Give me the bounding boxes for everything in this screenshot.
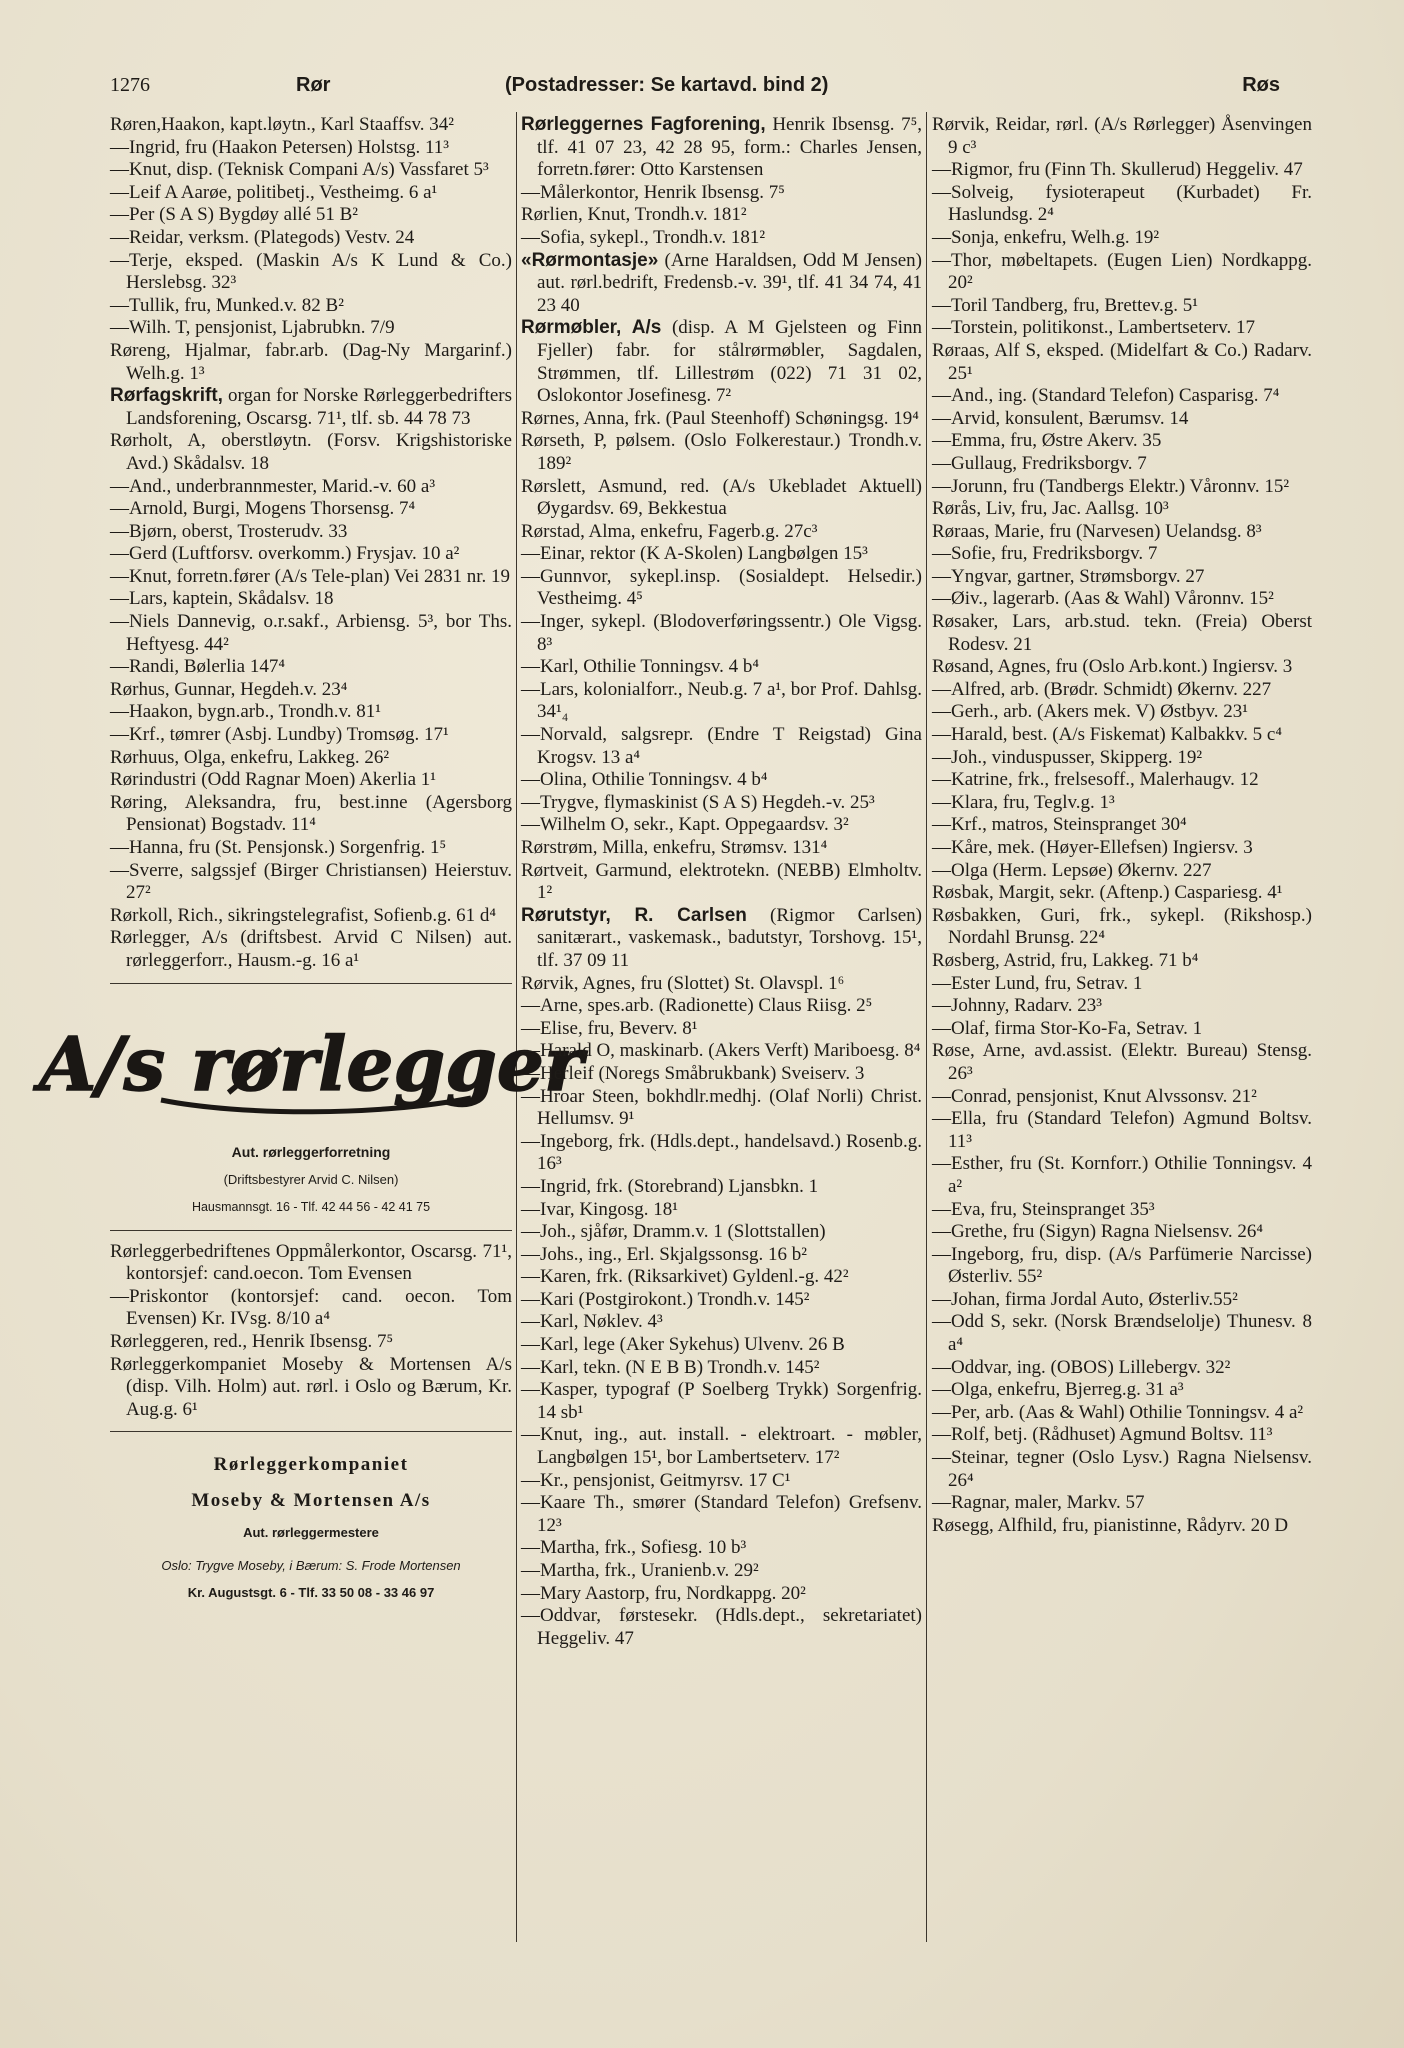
entry-text: —Oddvar, ing. (OBOS) Lillebergv. 32² (932, 1356, 1231, 1378)
entry-text: Rørleggeren, red., Henrik Ibsensg. 7⁵ (110, 1330, 394, 1352)
directory-entry (521, 521, 922, 544)
entry-text: —Olga (Herm. Lepsøe) Økernv. 227 (932, 859, 1212, 881)
entry-text: —Harald O, maskinarb. (Akers Verft) Mariboesg. 8⁴ (521, 1040, 921, 1062)
directory-entry (110, 295, 512, 318)
directory-entry (932, 1018, 1312, 1041)
entry-text: Rørås, Liv, fru, Jac. Aallsg. 10³ (932, 498, 1169, 520)
entry-name-bold: Rørutstyr, R. Carlsen (521, 904, 747, 926)
entry-text: Rørindustri (Odd Ragnar Moen) Akerlia 1¹ (110, 769, 436, 791)
page-number: 1276 (110, 74, 150, 96)
entry-text: —Esther, fru (St. Kornforr.) Othilie Tonningsv. 4 a² (932, 1153, 1312, 1197)
entry-text: —Joh., vinduspusser, Skipperg. 19² (932, 746, 1203, 768)
entry-text: —Per (S A S) Bygdøy allé 51 B² (110, 204, 358, 226)
entry-text: —Knut, disp. (Teknisk Compani A/s) Vassfaret 5³ (110, 159, 489, 181)
entry-text: Rørholt, A, oberstløytn. (Forsv. Krigshistoriske Avd.) Skådalsv. 18 (110, 430, 512, 474)
directory-entry (110, 385, 512, 430)
entry-text: —Martha, frk., Sofiesg. 10 b³ (521, 1537, 747, 1559)
entry-text: Rørleggerbedriftenes Oppmålerkontor, Oscarsg. 71¹, kontorsjef: cand.oecon. Tom Evensen (110, 1240, 512, 1285)
directory-entry (932, 769, 1312, 792)
ad-title: Moseby & Mortensen A/s (191, 1490, 431, 1512)
directory-entry (932, 973, 1312, 996)
entry-text: —Katrine, frk., frelsesoff., Malerhaugv. 12 (932, 769, 1259, 791)
entry-text: —Oddvar, førstesekr. (Hdls.dept., sekretariatet) Heggeliv. 47 (521, 1605, 922, 1649)
directory-entry (110, 656, 512, 679)
running-head-center: (Postadresser: Se kartavd. bind 2) (505, 74, 829, 96)
directory-entry (932, 588, 1312, 611)
entry-text: Henrik Ibsensg. 7⁵, tlf. 41 07 23, 42 28 95, form.: Charles Jensen, forretn.fører: Otto Karstensen (537, 114, 922, 181)
entry-text: —Alfred, arb. (Brødr. Schmidt) Økernv. 227 (932, 678, 1272, 700)
directory-entry (932, 295, 1312, 318)
entry-text: —Grethe, fru (Sigyn) Ragna Nielsensv. 26⁴ (932, 1221, 1263, 1243)
entry-text: —Kasper, typograf (P Soelberg Trykk) Sorgenfrig. 14 sb¹ (521, 1379, 922, 1423)
entry-text: —Trygve, flymaskinist (S A S) Hegdeh.-v. 25³ (521, 791, 875, 813)
entry-text: —Olaf, firma Stor-Ko-Fa, Setrav. 1 (932, 1017, 1203, 1039)
entry-text: —Karl, Othilie Tonningsv. 4 b⁴ (521, 656, 760, 678)
entry-text: —Karl, tekn. (N E B B) Trondh.v. 145² (521, 1356, 820, 1378)
directory-entry (932, 408, 1312, 431)
directory-entry (110, 250, 512, 295)
page-header (110, 74, 1300, 106)
directory-entry (521, 1040, 922, 1063)
directory-entry (110, 340, 512, 385)
directory-entry (521, 1131, 922, 1176)
directory-entry (932, 1244, 1312, 1289)
directory-entry (521, 182, 922, 205)
directory-entry (932, 1402, 1312, 1425)
entry-text: —Ragnar, maler, Markv. 57 (932, 1492, 1145, 1514)
directory-entry (521, 1334, 922, 1357)
entry-text: —Rolf, betj. (Rådhuset) Agmund Boltsv. 11³ (932, 1424, 1273, 1446)
column-divider (926, 112, 927, 1942)
directory-entry (110, 679, 512, 702)
entry-text: —And., ing. (Standard Telefon) Casparisg. 7⁴ (932, 385, 1280, 407)
entry-text: —Torstein, politikonst., Lambertseterv. 17 (932, 317, 1256, 339)
directory-entry (932, 747, 1312, 770)
ad-line: (Driftsbestyrer Arvid C. Nilsen) (223, 1171, 399, 1187)
directory-entry (110, 769, 512, 792)
directory-entry (110, 860, 512, 905)
entry-text: —Elise, fru, Beverv. 8¹ (521, 1017, 698, 1039)
entry-text: —Reidar, verksm. (Plategods) Vestv. 24 (110, 226, 415, 248)
directory-entry (521, 430, 922, 475)
entry-text: Røsaker, Lars, arb.stud. tekn. (Freia) Oberst Rodesv. 21 (932, 611, 1312, 655)
entry-text: Røse, Arne, avd.assist. (Elektr. Bureau) Stensg. 26³ (932, 1040, 1312, 1084)
entry-text: Røraas, Marie, fru (Narvesen) Uelandsg. 8³ (932, 520, 1262, 542)
directory-entry (932, 114, 1312, 159)
entry-text: —Rigmor, fru (Finn Th. Skullerud) Heggeliv. 47 (932, 159, 1303, 181)
entry-text: —Hanna, fru (St. Pensjonsk.) Sorgenfrig. 1⁵ (110, 837, 447, 858)
entry-text: —Ingrid, fru (Haakon Petersen) Holstsg. 11³ (110, 136, 450, 158)
entry-text: —Sonja, enkefru, Welh.g. 19² (932, 226, 1160, 248)
directory-entry (932, 1357, 1312, 1380)
directory-entry (521, 679, 922, 724)
entry-text: —Sofie, fru, Fredriksborgv. 7 (932, 543, 1158, 565)
entry-text: Rørvik, Reidar, rørl. (A/s Rørlegger) Åsenvingen 9 c³ (932, 114, 1312, 158)
directory-entry (932, 837, 1312, 860)
entry-text: Røsbak, Margit, sekr. (Aftenp.) Caspariesg. 4¹ (932, 882, 1283, 904)
directory-entry (521, 566, 922, 611)
directory-entry (932, 1515, 1312, 1538)
entry-text: —Arne, spes.arb. (Radionette) Claus Riisg. 2⁵ (521, 995, 873, 1017)
entry-text: —Harald, best. (A/s Fiskemat) Kalbakkv. 5 c⁴ (932, 724, 1282, 746)
entry-text: —Norvald, salgsrepr. (Endre T Reigstad) Gina Krogsv. 13 a⁴ (521, 724, 922, 768)
entry-text: —Olga, enkefru, Bjerreg.g. 31 a³ (932, 1379, 1184, 1401)
entry-text: Rørstad, Alma, enkefru, Fagerb.g. 27c³ (521, 520, 818, 542)
entry-name-bold: Rørleggernes Fagforening, (521, 114, 766, 135)
directory-entry (521, 1537, 922, 1560)
entry-text: Rørtveit, Garmund, elektrotekn. (NEBB) Elmholtv. 1² (521, 859, 922, 904)
directory-entry (521, 317, 922, 407)
directory-entry (932, 1424, 1312, 1447)
entry-text: —Karl, Nøklev. 4³ (521, 1311, 663, 1333)
directory-entry (521, 1176, 922, 1199)
entry-text: —Gerd (Luftforsv. overkomm.) Frysjav. 10 a² (110, 543, 460, 565)
directory-entry (521, 860, 922, 905)
entry-text: —Ivar, Kingosg. 18¹ (521, 1198, 678, 1220)
entry-text: —Johan, firma Jordal Auto, Østerliv.55² (932, 1288, 1238, 1310)
entry-text: Rørvik, Agnes, fru (Slottet) St. Olavspl. 1⁶ (521, 972, 845, 994)
entry-text: Røsbakken, Guri, frk., sykepl. (Rikshosp.) Nordahl Brunsg. 22⁴ (932, 904, 1312, 949)
entry-text: —Johs., ing., Erl. Skjalgssonsg. 16 b² (521, 1243, 807, 1265)
entry-text: —Gullaug, Fredriksborgv. 7 (932, 452, 1147, 474)
entry-text: Røsegg, Alfhild, fru, pianistinne, Rådyrv. 20 D (932, 1514, 1289, 1536)
entry-text: —Knut, ing., aut. install. - elektroart. - møbler, Langbølgen 15¹, bor Lambertseterv. 17² (521, 1424, 922, 1469)
directory-entry (932, 724, 1312, 747)
entry-text: —Gerh., arb. (Akers mek. V) Østbyv. 23¹ (932, 701, 1248, 723)
directory-entry (521, 792, 922, 815)
directory-entry (521, 1289, 922, 1312)
directory-entry (110, 837, 512, 860)
directory-entry (932, 227, 1312, 250)
entry-text: Rørseth, P, pølsem. (Oslo Folkerestaur.) Trondh.v. 189² (521, 430, 922, 474)
directory-entry (110, 701, 512, 724)
entry-list (932, 114, 1312, 1537)
directory-entry (932, 1199, 1312, 1222)
directory-entry (932, 476, 1312, 499)
directory-entry (932, 521, 1312, 544)
directory-entry (110, 1354, 512, 1422)
directory-entry (521, 1199, 922, 1222)
entry-text: —Kåre, mek. (Høyer-Ellefsen) Ingiersv. 3 (932, 837, 1253, 858)
running-head-left: Rør (296, 74, 331, 96)
directory-entry (932, 1040, 1312, 1085)
entry-text: —Målerkontor, Henrik Ibsensg. 7⁵ (521, 181, 785, 203)
entry-text: —Eva, fru, Steinspranget 35³ (932, 1198, 1155, 1220)
entry-text: —Per, arb. (Aas & Wahl) Othilie Tonningsv. 4 a² (932, 1401, 1304, 1423)
directory-entry (521, 1424, 922, 1469)
directory-entry (932, 611, 1312, 656)
directory-entry (932, 814, 1312, 837)
directory-entry (932, 1086, 1312, 1109)
directory-entry (932, 182, 1312, 227)
directory-entry (932, 453, 1312, 476)
svg-text:A/s rørlegger: A/s rørlegger (39, 1021, 583, 1108)
directory-entry (110, 566, 512, 589)
directory-entry (521, 1063, 922, 1086)
directory-entry (932, 543, 1312, 566)
directory-entry (521, 114, 922, 182)
entry-text: —Ingrid, frk. (Storebrand) Ljansbkn. 1 (521, 1175, 819, 1197)
entry-text: —Knut, forretn.fører (A/s Tele-plan) Vei 2831 nr. 19 (110, 565, 511, 587)
entry-text: Rørkoll, Rich., sikringstelegrafist, Sofienb.g. 61 d⁴ (110, 904, 497, 926)
entry-text: —Thor, møbeltapets. (Eugen Lien) Nordkappg. 20² (932, 249, 1312, 294)
directory-entry (521, 814, 922, 837)
directory-entry (521, 1244, 922, 1267)
directory-entry (932, 679, 1312, 702)
entry-text: —Odd S, sekr. (Norsk Brændselolje) Thunesv. 8 a⁴ (932, 1311, 1312, 1356)
directory-entry (932, 905, 1312, 950)
directory-entry (110, 588, 512, 611)
directory-entry (521, 1560, 922, 1583)
directory-entry (110, 543, 512, 566)
column-1 (39, 114, 583, 1944)
entry-text: —Gunnvor, sykepl.insp. (Sosialdept. Helsedir.) Vestheimg. 4⁵ (521, 565, 922, 610)
directory-entry (932, 1289, 1312, 1312)
directory-entry (932, 1492, 1312, 1515)
directory-entry (521, 250, 922, 318)
directory-entry (110, 317, 512, 340)
entry-text: —Einar, rektor (K A-Skolen) Langbølgen 15³ (521, 543, 868, 565)
entry-text: —Bjørn, oberst, Trosterudv. 33 (110, 520, 348, 542)
directory-entry (521, 973, 922, 996)
entry-text: —Kaare Th., smører (Standard Telefon) Grefsenv. 12³ (521, 1492, 922, 1536)
directory-entry (521, 476, 922, 521)
entry-text: Rørstrøm, Milla, enkefru, Strømsv. 131⁴ (521, 837, 828, 858)
directory-entry (110, 182, 512, 205)
entry-text: —Steinar, tegner (Oslo Lysv.) Ragna Nielsensv. 26⁴ (932, 1447, 1312, 1491)
entry-text: —Lars, kaptein, Skådalsv. 18 (110, 588, 334, 610)
column-3 (932, 114, 1312, 1944)
entry-text: —Hroar Steen, bokhdlr.medhj. (Olaf Norli) Christ. Hellumsv. 9¹ (521, 1085, 922, 1130)
entry-text: —Krf., tømrer (Asbj. Lundby) Tromsøg. 17¹ (110, 724, 449, 746)
directory-entry (110, 159, 512, 182)
entry-text: —Krf., matros, Steinspranget 30⁴ (932, 814, 1187, 836)
divider (110, 983, 512, 984)
directory-entry (110, 792, 512, 837)
entry-text: —Jorunn, fru (Tandbergs Elektr.) Våronnv. 15² (932, 475, 1290, 497)
entry-name-bold: «Rørmontasje» (521, 249, 659, 271)
directory-entry (521, 1018, 922, 1041)
entry-text: (disp. A M Gjelsteen og Finn Fjeller) fabr. for stålrørmøbler, Sagdalen, Strømmen, tlf. Lillestrøm (022) 71 31 02, Oslokontor Josefinesg. 7² (537, 317, 922, 407)
entry-text: —Niels Dannevig, o.r.sakf., Arbiensg. 5³, bor Ths. Heftyesg. 44² (110, 611, 512, 655)
directory-entry (521, 1357, 922, 1380)
directory-entry (932, 995, 1312, 1018)
ad-line: Aut. rørleggermestere (243, 1525, 379, 1541)
directory-entry (521, 1086, 922, 1131)
directory-entry (932, 701, 1312, 724)
entry-list (110, 114, 512, 973)
directory-entry (110, 611, 512, 656)
directory-entry (521, 1266, 922, 1289)
entry-text: Røreng, Hjalmar, fabr.arb. (Dag-Ny Margarinf.) Welh.g. 1³ (110, 339, 512, 384)
entry-text: —And., underbrannmester, Marid.-v. 60 a³ (110, 475, 436, 497)
directory-entry (932, 656, 1312, 679)
directory-entry (521, 905, 922, 973)
ad-title: Rørleggerkompaniet (213, 1454, 409, 1476)
directory-entry (932, 882, 1312, 905)
entry-text: Rørnes, Anna, frk. (Paul Steenhoff) Schøningsg. 19⁴ (521, 407, 919, 429)
entry-text: (Rigmor Carlsen) sanitærart., vaskemask., badutstyr, Torshovg. 15¹, tlf. 37 09 11 (537, 904, 922, 971)
entry-text: —Wilh. T, pensjonist, Ljabrubkn. 7/9 (110, 317, 395, 339)
directory-entry (110, 724, 512, 747)
entry-text: —Leif A Aarøe, politibetj., Vestheimg. 6 a¹ (110, 181, 438, 203)
directory-entry (521, 408, 922, 431)
directory-entry (521, 837, 922, 860)
directory-entry (521, 227, 922, 250)
entry-text: Røsand, Agnes, fru (Oslo Arb.kont.) Ingiersv. 3 (932, 656, 1293, 678)
directory-entry (521, 1492, 922, 1537)
ad-line: Kr. Augustsgt. 6 - Tlf. 33 50 08 - 33 46 97 (187, 1584, 435, 1600)
directory-entry (110, 905, 512, 928)
advertisement-moseby-mortensen (110, 1450, 512, 1604)
entry-text: —Ingeborg, frk. (Hdls.dept., handelsavd.) Rosenb.g. 16³ (521, 1130, 922, 1175)
directory-entry (932, 1311, 1312, 1356)
directory-entry (521, 1221, 922, 1244)
directory-entry (110, 227, 512, 250)
directory-entry (932, 159, 1312, 182)
directory-entry (521, 543, 922, 566)
entry-text: —Karl, lege (Aker Sykehus) Ulvenv. 26 B (521, 1334, 845, 1356)
entry-text: —Johnny, Radarv. 23³ (932, 995, 1102, 1017)
directory-entry (521, 724, 922, 769)
directory-entry (110, 476, 512, 499)
ad-line: Oslo: Trygve Moseby, i Bærum: S. Frode Mortensen (161, 1557, 461, 1573)
entry-text: —Herleif (Noregs Småbrukbank) Sveiserv. 3 (521, 1062, 865, 1084)
entry-text: —Ester Lund, fru, Setrav. 1 (932, 972, 1143, 994)
entry-text: Rørleggerkompaniet Moseby & Mortensen A/s (disp. Vilh. Holm) aut. rørl. i Oslo og Bærum, Kr. Aug.g. 6¹ (110, 1353, 512, 1420)
entry-text: —Arnold, Burgi, Mogens Thorsensg. 7⁴ (110, 498, 416, 520)
entry-list (521, 114, 922, 1650)
entry-text: —Sverre, salgssjef (Birger Christiansen) Heierstuv. 27² (110, 859, 512, 904)
entry-text: —Olina, Othilie Tonningsv. 4 b⁴ (521, 769, 768, 791)
directory-entry (110, 498, 512, 521)
entry-text: —Kari (Postgirokont.) Trondh.v. 145² (521, 1288, 810, 1310)
entry-name-bold: Rørfagskrift, (110, 385, 223, 407)
ad-line: Hausmannsgt. 16 - Tlf. 42 44 56 - 42 41 75 (191, 1199, 431, 1214)
entry-text: —Kr., pensjonist, Geitmyrsv. 17 C¹ (521, 1469, 791, 1491)
directory-entry (932, 317, 1312, 340)
entry-text: Røren,Haakon, kapt.løytn., Karl Staaffsv. 34² (110, 114, 454, 135)
directory-entry (521, 1379, 922, 1424)
directory-entry (110, 204, 512, 227)
entry-text: (Arne Haraldsen, Odd M Jensen) aut. rørl.bedrift, Fredensb.-v. 39¹, tlf. 41 34 74, 41 23 40 (537, 249, 922, 316)
entry-text: Røsberg, Astrid, fru, Lakkeg. 71 b⁴ (932, 949, 1199, 971)
entry-text: organ for Norske Rørleggerbedrifters Landsforening, Oscarsg. 71¹, tlf. sb. 44 78 73 (126, 385, 512, 429)
ad-line: Aut. rørleggerforretning (231, 1143, 391, 1160)
entry-text: —Joh., sjåfør, Dramm.v. 1 (Slottstallen) (521, 1221, 826, 1243)
entry-text: —Yngvar, gartner, Strømsborgv. 27 (932, 565, 1205, 587)
entry-text: Rørslett, Asmund, red. (A/s Ukebladet Aktuell) Øygardsv. 69, Bekkestua (521, 475, 922, 520)
directory-entry (110, 1286, 512, 1331)
entry-text: —Ella, fru (Standard Telefon) Agmund Boltsv. 11³ (932, 1108, 1312, 1152)
directory-entry (932, 1221, 1312, 1244)
entry-text: —Lars, kolonialforr., Neub.g. 7 a¹, bor Prof. Dahlsg. 34¹₄ (521, 678, 922, 723)
directory-entry (110, 747, 512, 770)
directory-entry (932, 1153, 1312, 1198)
directory-entry (932, 1379, 1312, 1402)
advertisement-rorlegger (39, 998, 583, 1220)
entry-text: —Randi, Bølerlia 147⁴ (110, 656, 285, 678)
entry-text: —Tullik, fru, Munked.v. 82 B² (110, 294, 344, 316)
entry-text: —Haakon, bygn.arb., Trondh.v. 81¹ (110, 701, 381, 723)
directory-entry (932, 498, 1312, 521)
entry-text: Røraas, Alf S, eksped. (Midelfart & Co.) Radarv. 25¹ (932, 339, 1312, 384)
entry-list (110, 1241, 512, 1422)
directory-entry (521, 1470, 922, 1493)
entry-text: —Sofia, sykepl., Trondh.v. 181² (521, 226, 766, 248)
directory-entry (521, 1583, 922, 1606)
entry-text: —Arvid, konsulent, Bærumsv. 14 (932, 407, 1189, 429)
directory-entry (521, 611, 922, 656)
entry-text: —Øiv., lagerarb. (Aas & Wahl) Våronnv. 15² (932, 588, 1274, 610)
directory-entry (110, 521, 512, 544)
directory-entry (932, 1108, 1312, 1153)
directory-entry (932, 250, 1312, 295)
directory-entry (521, 656, 922, 679)
directory-entry (521, 995, 922, 1018)
entry-text: —Inger, sykepl. (Blodoverføringssentr.) Ole Vigsg. 8³ (521, 611, 922, 655)
running-head-right: Røs (1242, 74, 1280, 96)
entry-text: —Ingeborg, fru, disp. (A/s Parfümerie Narcisse) Østerliv. 55² (932, 1243, 1312, 1288)
entry-text: —Emma, fru, Østre Akerv. 35 (932, 430, 1162, 452)
directory-entry (932, 430, 1312, 453)
directory-entry (521, 1605, 922, 1650)
directory-entry (932, 1447, 1312, 1492)
directory-entry (932, 860, 1312, 883)
entry-text: Rørlien, Knut, Trondh.v. 181² (521, 204, 747, 226)
directory-entry (110, 927, 512, 972)
directory-entry (110, 137, 512, 160)
divider (110, 1230, 512, 1231)
directory-entry (521, 1311, 922, 1334)
directory-entry (932, 950, 1312, 973)
entry-text: —Terje, eksped. (Maskin A/s K Lund & Co.) Herslebsg. 32³ (110, 249, 512, 294)
entry-text: —Martha, frk., Uranienb.v. 29² (521, 1560, 759, 1581)
directory-entry (110, 1331, 512, 1354)
entry-text: —Karen, frk. (Riksarkivet) Gyldenl.-g. 42² (521, 1266, 849, 1288)
rorlegger-logo (39, 998, 583, 1134)
directory-entry (932, 566, 1312, 589)
column-2 (521, 114, 922, 1944)
entry-text: Rørhus, Gunnar, Hegdeh.v. 23⁴ (110, 678, 348, 700)
entry-text: —Priskontor (kontorsjef: cand. oecon. Tom Evensen) Kr. IVsg. 8/10 a⁴ (110, 1285, 512, 1330)
directory-entry (932, 792, 1312, 815)
entry-text: Røring, Aleksandra, fru, best.inne (Agersborg Pensionat) Bogstadv. 11⁴ (110, 791, 512, 836)
entry-text: —Solveig, fysioterapeut (Kurbadet) Fr. Haslundsg. 2⁴ (932, 181, 1312, 226)
entry-name-bold: Rørmøbler, A/s (521, 317, 662, 339)
entry-text: —Toril Tandberg, fru, Brettev.g. 5¹ (932, 294, 1198, 316)
directory-entry (110, 430, 512, 475)
directory-entry (521, 204, 922, 227)
divider (110, 1431, 512, 1432)
entry-text: —Mary Aastorp, fru, Nordkappg. 20² (521, 1582, 806, 1604)
directory-entry (932, 385, 1312, 408)
entry-text: Rørhuus, Olga, enkefru, Lakkeg. 26² (110, 746, 390, 768)
directory-entry (932, 340, 1312, 385)
entry-text: —Wilhelm O, sekr., Kapt. Oppegaardsv. 3² (521, 814, 849, 836)
entry-text: Rørlegger, A/s (driftsbest. Arvid C Nilsen) aut. rørleggerforr., Hausm.-g. 16 a¹ (110, 927, 512, 971)
directory-entry (110, 1241, 512, 1286)
directory-entry (110, 114, 512, 137)
directory-entry (521, 769, 922, 792)
entry-text: —Conrad, pensjonist, Knut Alvssonsv. 21² (932, 1085, 1257, 1107)
entry-text: —Klara, fru, Teglv.g. 1³ (932, 791, 1115, 813)
